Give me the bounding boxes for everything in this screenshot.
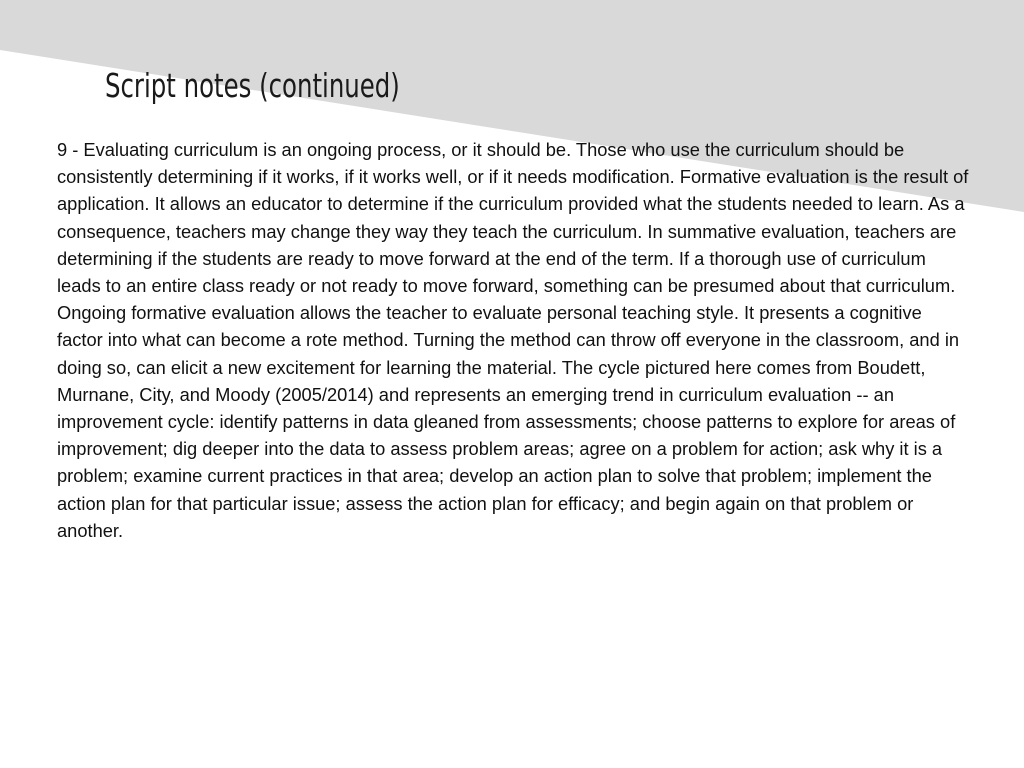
slide-title: Script notes (continued) — [105, 66, 400, 105]
body-paragraph-2: Ongoing formative evaluation allows the teacher to evaluate personal teaching style. It presents a cognitive factor into what can become a rote method. Turning the method can throw off everyone in the classroom, and in doing so, can elicit a new excitement for learning the material. The cycle pictured here comes from Boudett, Murnane, City, and Moody (2005/2014) and represents an emerging trend in curriculum evaluation -- an improvement cycle: identify patterns in data gleaned from assessments; choose patterns to explore for areas of improvement; dig deeper into the data to assess problem areas; agree on a problem for action; ask why it is a problem; examine current practices in that area; develop an action plan to solve that problem; implement the action plan for that particular issue; assess the action plan for efficacy; and begin again on that problem or another. — [57, 302, 960, 541]
body-paragraph-1: 9 - Evaluating curriculum is an ongoing process, or it should be. Those who use the curriculum should be consistently determining if it works, if it works well, or if it needs modification. Formative evaluation is the result of application. It allows an educator to determine if the curriculum provided what the students needed to learn. As a consequence, teachers may change they way they teach the curriculum. In summative evaluation, teachers are determining if the students are ready to move forward at the end of the term. If a thorough use of curriculum leads to an entire class ready or not ready to move forward, something can be presumed about that curriculum. — [57, 139, 969, 297]
slide-body — [57, 136, 969, 544]
